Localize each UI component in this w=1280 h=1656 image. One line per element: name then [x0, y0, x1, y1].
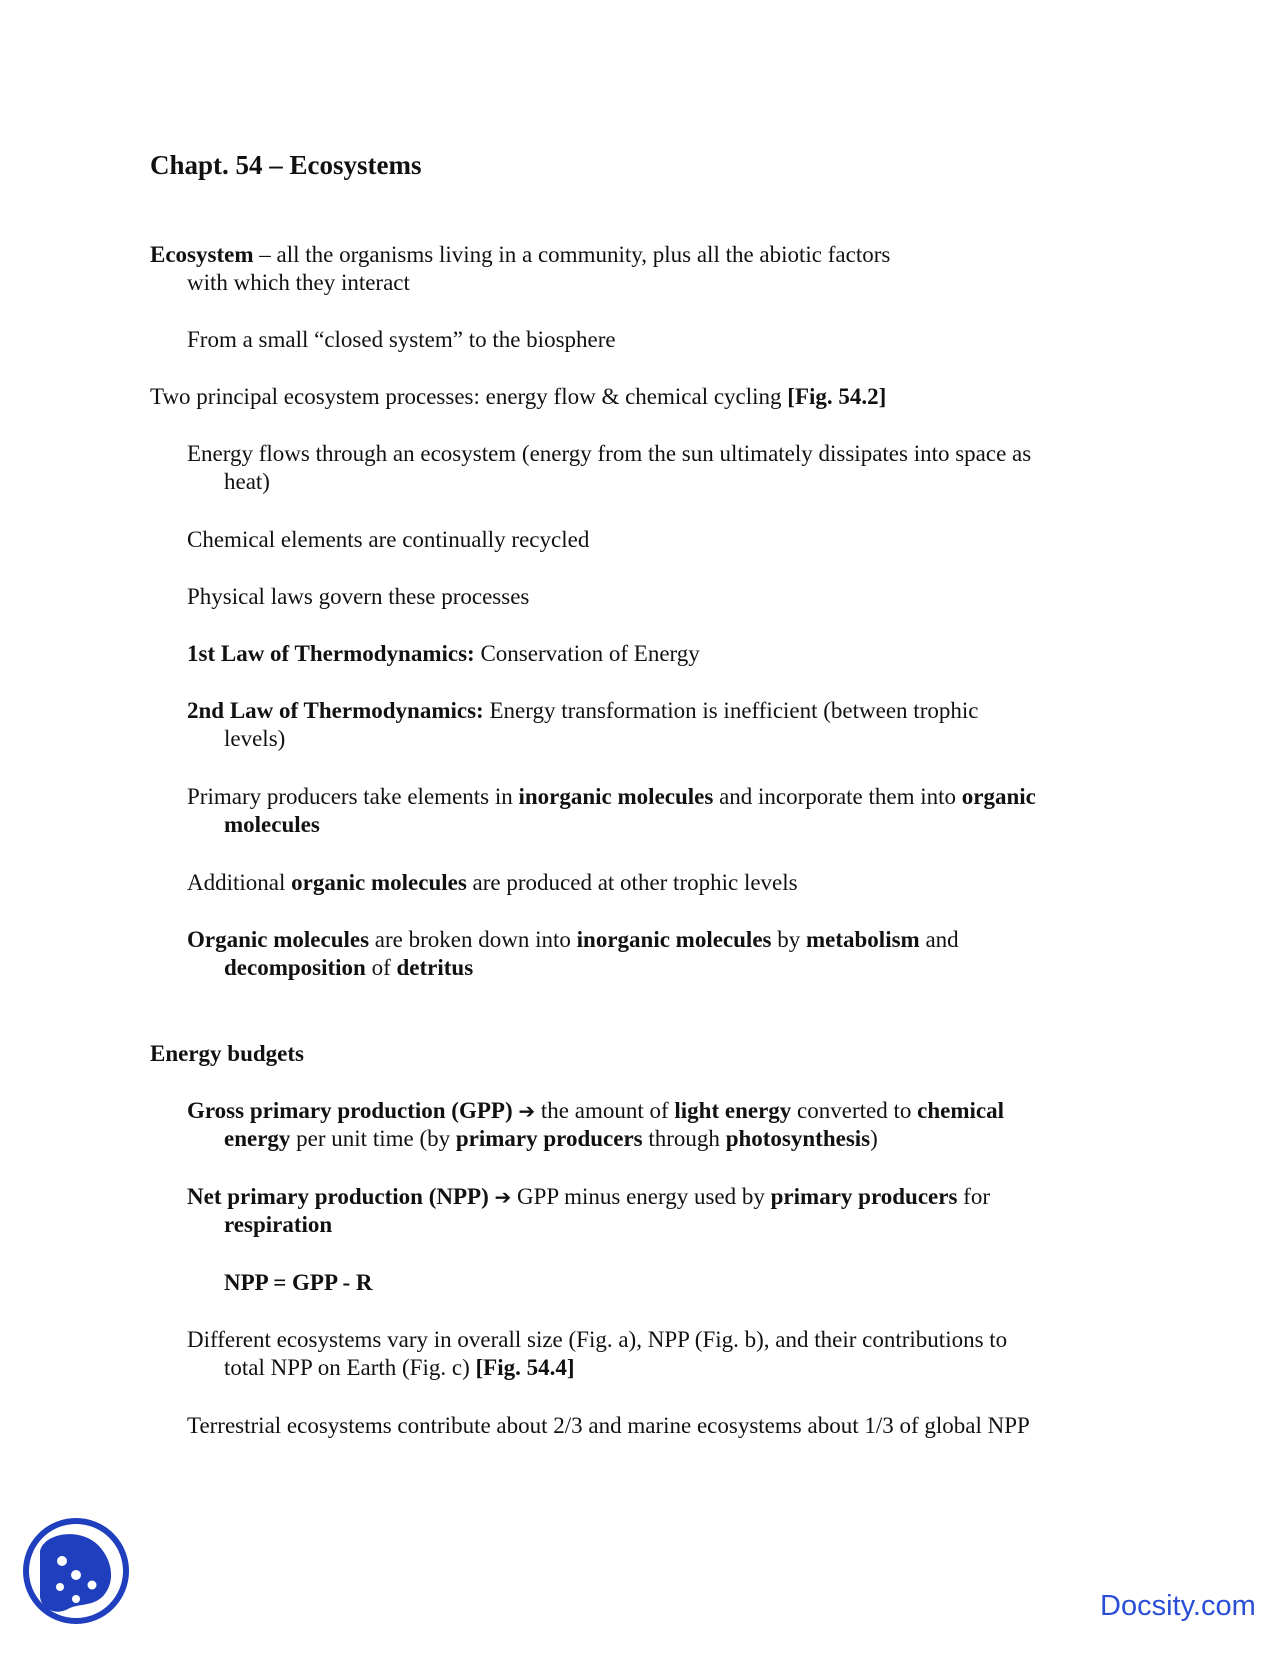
gpp-text-i: through: [642, 1126, 726, 1151]
add-text-a: Additional: [187, 870, 292, 895]
pp-text-a: Primary producers take elements in: [187, 784, 519, 809]
gpp-text-g: per unit time (by: [290, 1126, 456, 1151]
pp-organic: organic: [961, 784, 1036, 809]
om-organic: Organic molecules: [187, 927, 370, 952]
chemical-recycled-text: Chemical elements are continually recycled: [187, 527, 590, 552]
primary-producers-cont: [224, 811, 320, 839]
second-law-term: 2nd Law of Thermodynamics:: [187, 698, 484, 723]
energy-budgets-heading: [150, 1040, 304, 1068]
ecosystem-definition: [150, 241, 890, 269]
first-law-term: 1st Law of Thermodynamics:: [187, 641, 475, 666]
energy-budgets-label: Energy budgets: [150, 1041, 304, 1066]
docsity-logo-icon: [20, 1515, 132, 1627]
om-text-d: by: [771, 927, 806, 952]
npp-term: Net primary production (NPP): [187, 1184, 495, 1209]
gpp-light-energy: light energy: [674, 1098, 792, 1123]
add-organic-molecules: organic molecules: [291, 870, 467, 895]
npp-cont: [224, 1211, 332, 1239]
om-text-b: are broken down into: [369, 927, 577, 952]
pp-inorganic: inorganic molecules: [518, 784, 714, 809]
om-text-f: and: [919, 927, 959, 952]
pp-text-c: and incorporate them into: [713, 784, 962, 809]
npp-primary-producers: primary producers: [770, 1184, 958, 1209]
primary-producers-line: [187, 783, 1036, 811]
docsity-brand-text[interactable]: Docsity.com: [1100, 1590, 1256, 1622]
organic-breakdown-line: [187, 926, 959, 954]
different-ecosystems-line: Different ecosystems vary in overall size (Fig. a), NPP (Fig. b), and their contributions to: [187, 1327, 1008, 1352]
npp-respiration: respiration: [224, 1212, 333, 1237]
gpp-primary-producers: primary producers: [455, 1126, 643, 1151]
gpp-term: Gross primary production (GPP): [187, 1098, 519, 1123]
om-inorganic: inorganic molecules: [576, 927, 772, 952]
pp-molecules: molecules: [224, 812, 320, 837]
ecosystem-term: Ecosystem: [150, 242, 254, 267]
first-law-text: Conservation of Energy: [474, 641, 700, 666]
page-title: Chapt. 54 – Ecosystems: [150, 150, 422, 180]
gpp-cont: [224, 1125, 878, 1153]
diff-fig-ref: [Fig. 54.4]: [475, 1355, 575, 1380]
first-law-line: [187, 640, 700, 668]
om-metabolism: metabolism: [805, 927, 920, 952]
om-text-h: of: [365, 955, 397, 980]
npp-formula-text: NPP = GPP - R: [224, 1270, 373, 1295]
processes-line: [150, 383, 886, 411]
diff-text: total NPP on Earth (Fig. c): [224, 1355, 476, 1380]
npp-text-d: for: [957, 1184, 990, 1209]
add-text-c: are produced at other trophic levels: [466, 870, 798, 895]
closed-system-text: From a small “closed system” to the biosphere: [187, 327, 616, 352]
physical-laws-text: Physical laws govern these processes: [187, 584, 530, 609]
additional-organic-line: [187, 869, 798, 897]
energy-flows-cont: heat): [224, 469, 270, 494]
gpp-text-k: ): [870, 1126, 878, 1151]
npp-line: [187, 1183, 990, 1211]
second-law-text: Energy transformation is inefficient (between trophic: [483, 698, 979, 723]
gpp-photosynthesis: photosynthesis: [725, 1126, 871, 1151]
ecosystem-definition-text: – all the organisms living in a community, plus all the abiotic factors: [253, 242, 891, 267]
second-law-cont: levels): [224, 726, 286, 751]
om-detritus: detritus: [396, 955, 474, 980]
gpp-line: [187, 1097, 1004, 1125]
right-arrow-icon: ➔: [494, 1185, 512, 1209]
energy-flows-text: Energy flows through an ecosystem (energy from the sun ultimately dissipates into space as: [187, 441, 1032, 466]
npp-text-b: GPP minus energy used by: [511, 1184, 771, 1209]
gpp-chemical: chemical: [917, 1098, 1004, 1123]
right-arrow-icon: ➔: [518, 1099, 536, 1123]
gpp-energy: energy: [224, 1126, 291, 1151]
processes-text: Two principal ecosystem processes: energy flow & chemical cycling: [150, 384, 788, 409]
ecosystem-definition-cont: with which they interact: [187, 270, 410, 295]
npp-formula: [224, 1269, 373, 1297]
organic-breakdown-cont: [224, 954, 473, 982]
different-ecosystems-cont: [224, 1354, 575, 1382]
terrestrial-text: Terrestrial ecosystems contribute about 2/3 and marine ecosystems about 1/3 of global NPP: [187, 1413, 1030, 1438]
gpp-text-d: converted to: [791, 1098, 918, 1123]
second-law-line: [187, 697, 978, 725]
gpp-text-b: the amount of: [535, 1098, 675, 1123]
processes-fig-ref: [Fig. 54.2]: [787, 384, 887, 409]
om-decomposition: decomposition: [224, 955, 366, 980]
